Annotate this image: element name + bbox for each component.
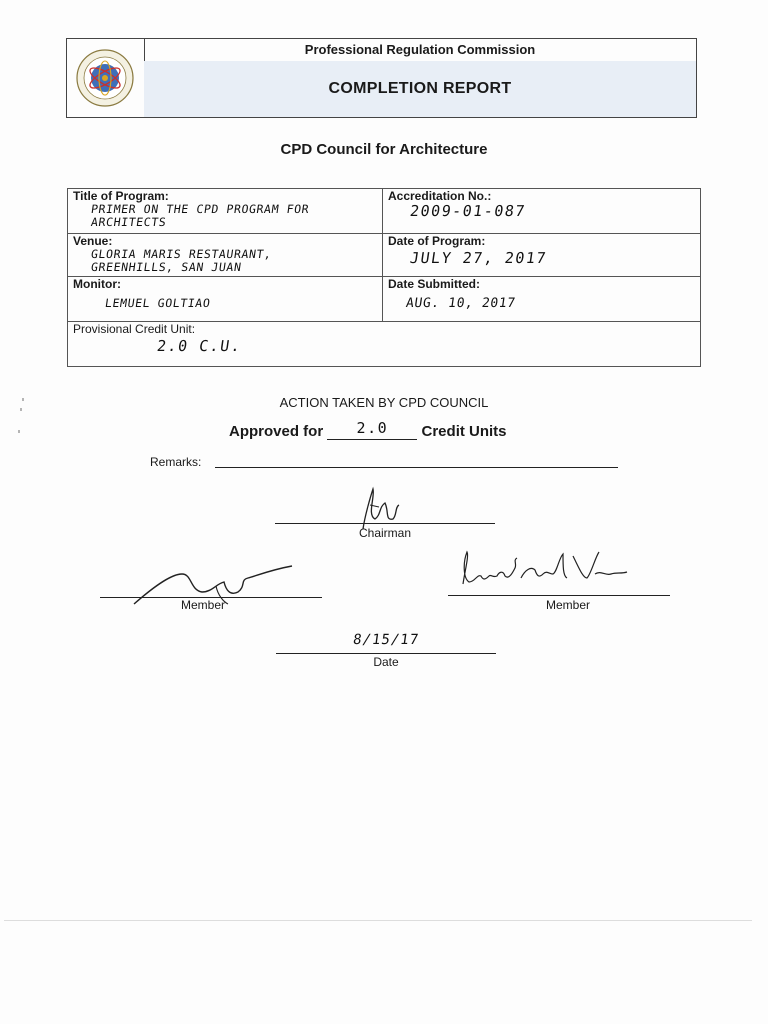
accreditation-label: Accreditation No.: <box>388 189 492 203</box>
title-cell <box>68 189 383 234</box>
date-submitted-cell <box>383 277 701 322</box>
date-program-label: Date of Program: <box>388 234 486 248</box>
approved-line <box>229 419 507 440</box>
member-left-label: Member <box>180 598 225 612</box>
credit-unit-value: 2.0 C.U. <box>155 337 243 355</box>
date-value: 8/15/17 <box>351 632 421 648</box>
member-right-label: Member <box>545 598 590 612</box>
approved-value-field <box>327 419 417 440</box>
organization-name: Professional Regulation Commission <box>144 39 696 62</box>
title-value-line1: PRIMER ON THE CPD PROGRAM FOR <box>90 202 311 216</box>
program-info-table <box>67 188 701 367</box>
member-right-signature <box>455 548 635 594</box>
venue-label: Venue: <box>73 234 113 248</box>
header-box <box>66 38 697 118</box>
monitor-value: LEMUEL GOLTIAO <box>104 296 212 310</box>
chairman-line <box>275 523 495 524</box>
scan-speck <box>18 430 20 433</box>
report-title: COMPLETION REPORT <box>144 61 696 117</box>
action-title: ACTION TAKEN BY CPD COUNCIL <box>279 395 489 410</box>
title-value-line2: ARCHITECTS <box>90 215 168 229</box>
venue-value-line2: GREENHILLS, SAN JUAN <box>90 260 243 274</box>
credit-unit-cell <box>68 322 701 367</box>
approved-prefix: Approved for <box>229 423 324 440</box>
date-program-value: JULY 27, 2017 <box>408 249 549 267</box>
credit-unit-label: Provisional Credit Unit: <box>73 322 196 336</box>
monitor-cell <box>68 277 383 322</box>
monitor-label: Monitor: <box>73 277 121 291</box>
scan-edge-line <box>4 920 752 921</box>
venue-value-line1: GLORIA MARIS RESTAURANT, <box>90 247 273 261</box>
chairman-label: Chairman <box>358 526 412 540</box>
member-right-line <box>448 595 670 596</box>
date-label: Date <box>373 655 399 669</box>
date-line <box>276 653 496 654</box>
venue-cell <box>68 234 383 277</box>
date-program-cell <box>383 234 701 277</box>
approved-value: 2.0 <box>356 419 389 437</box>
remarks-label: Remarks: <box>150 455 202 469</box>
remarks-line <box>215 467 618 468</box>
date-submitted-label: Date Submitted: <box>388 277 481 291</box>
date-submitted-value: AUG. 10, 2017 <box>404 296 517 311</box>
approved-suffix: Credit Units <box>421 423 507 440</box>
prc-seal-logo <box>67 39 145 117</box>
accreditation-cell <box>383 189 701 234</box>
council-title: CPD Council for Architecture <box>280 141 488 158</box>
accreditation-value: 2009-01-087 <box>408 202 528 220</box>
title-label: Title of Program: <box>73 189 169 203</box>
